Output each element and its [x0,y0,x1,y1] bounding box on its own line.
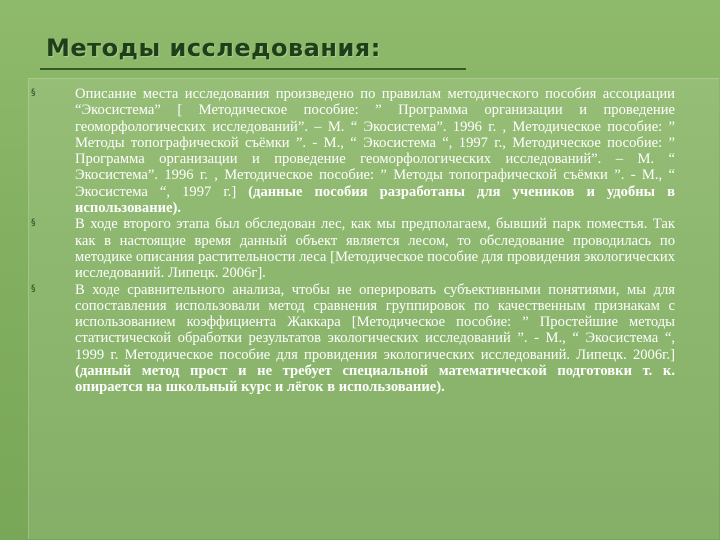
slide-body [31,86,675,396]
paragraph-text: В ходе сравнительного анализа, чтобы не оперировать субъективными понятиями, мы для сопоставления использовали метод сравнения группировок по качественным признакам с использованием коэффициента Жаккара [Методическое пособие: ” Простейшие методы статистической обработки результатов экологических исследований ”. - М., “ Экосистема “, 1999 г. Методическое пособие для провидения экологических исследований. Липецк. 2006г.] [75,281,675,363]
bullet-paragraph-3 [31,281,675,396]
slide-title: Методы исследования: [46,34,381,62]
paragraph-text: В ходе второго этапа был обследован лес, как мы предполагаем, бывший парк поместья. Так как в настоящие время данный объект является лесом, то обследование проводилась по методике описания растительности леса [Методическое пособие для провидения экологических исследований. Липецк. 2006г]. [75,216,675,282]
bullet-icon: § [31,88,36,98]
paragraph-bold-note: (данные пособия разработаны для учеников и удобны в использование). [75,183,675,217]
bullet-icon: § [31,283,36,294]
bullet-paragraph-2 [31,216,675,282]
title-underline [40,68,466,70]
bullet-paragraph-1 [31,86,675,217]
paragraph-bold-note: (данный метод прост и не требует специальной математической подготовки т. к. опирается на школьный курс и лёгок в использование). [75,363,675,396]
paragraph-text: Описание места исследования произведено по правилам методического пособия ассоциации “Экосистема” [ Методическое пособие: ” Программа организации и проведение геоморфологических исследований”. – М. “ Экосистема”. 1996 г. , Методическое пособие: ” Методы топографической съёмки ”. - М., “ Экосистема “, 1997 г., Методическое пособие: ” Программа организации и проведение геоморфологических исследований”. – М. “ Экосистема”. 1996 г. , Методическое пособие: ” Методы топографической съёмки ”. - М., “ Экосистема “, 1997 г.] [75,86,675,200]
bullet-icon: § [31,218,36,229]
